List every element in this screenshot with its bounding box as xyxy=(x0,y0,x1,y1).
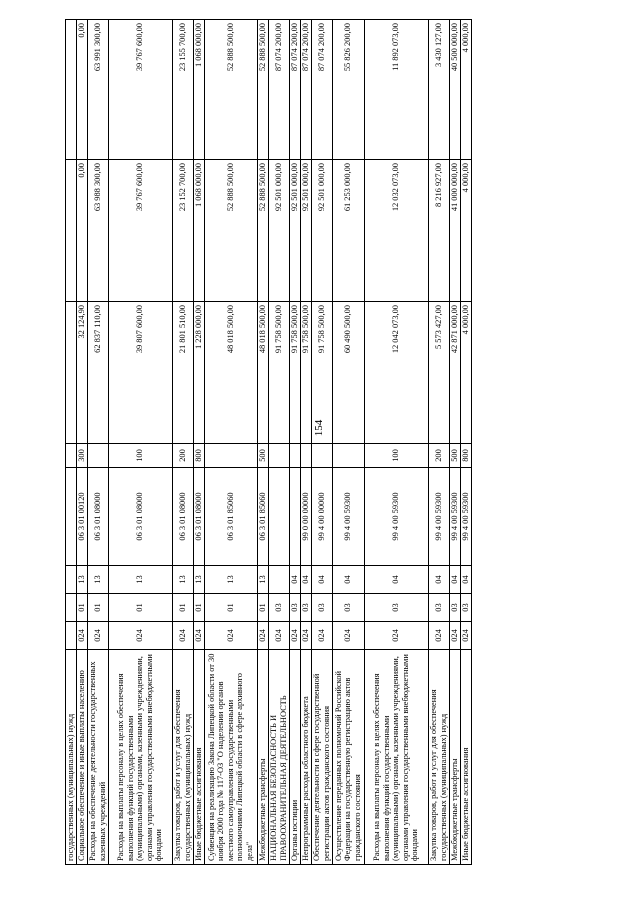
expense-type-cell xyxy=(204,444,257,468)
amount-year3-cell: 52 888 500,00 xyxy=(204,20,257,160)
amount-year2-cell: 52 888 500,00 xyxy=(257,160,268,302)
amount-year2-cell: 39 767 600,00 xyxy=(108,160,172,302)
amount-year3-cell: 87 074 200,00 xyxy=(300,20,311,160)
amount-year3-cell: 11 892 073,00 xyxy=(364,20,428,160)
amount-year2-cell: 92 501 000,00 xyxy=(300,160,311,302)
amount-year2-cell: 92 501 000,00 xyxy=(311,160,332,302)
expense-type-cell: 300 xyxy=(76,444,87,468)
expense-type-cell: 800 xyxy=(460,444,471,468)
subsection-code-cell: 04 xyxy=(289,566,300,594)
target-article-cell: 06 3 01 08000 xyxy=(172,468,193,566)
admin-code-cell: 024 xyxy=(108,622,172,650)
admin-code-cell: 024 xyxy=(428,622,449,650)
amount-year1-cell: 48 018 500,00 xyxy=(257,302,268,444)
amount-year3-cell xyxy=(66,20,77,160)
amount-year2-cell: 0,00 xyxy=(76,160,87,302)
section-code-cell: 03 xyxy=(289,594,300,622)
admin-code-cell: 024 xyxy=(289,622,300,650)
section-code-cell: 01 xyxy=(76,594,87,622)
admin-code-cell: 024 xyxy=(268,622,289,650)
section-code-cell: 03 xyxy=(460,594,471,622)
table-row xyxy=(311,20,332,865)
target-article-cell: 06 3 01 08000 xyxy=(193,468,204,566)
target-article-cell xyxy=(268,468,289,566)
expense-type-cell xyxy=(66,444,77,468)
target-article-cell: 99 4 00 59300 xyxy=(449,468,460,566)
row-name-cell: Расходы на выплаты персоналу в целях обеспечения выполнения функций государственными (муниципальными) органами, казенными учреждениями, органами управления государственными внебюджетными фондами xyxy=(108,650,172,865)
budget-table xyxy=(65,19,472,865)
row-name-cell: Расходы на выплаты персоналу в целях обеспечения выполнения функций государственными (муниципальными) органами, казенными учреждениями, органами управления государственными внебюджетными фондами xyxy=(364,650,428,865)
amount-year1-cell: 91 758 500,00 xyxy=(300,302,311,444)
amount-year1-cell: 1 228 000,00 xyxy=(193,302,204,444)
target-article-cell: 99 4 00 59300 xyxy=(460,468,471,566)
amount-year3-cell: 87 074 200,00 xyxy=(268,20,289,160)
amount-year1-cell: 32 124,90 xyxy=(76,302,87,444)
table-row xyxy=(204,20,257,865)
amount-year3-cell: 39 767 600,00 xyxy=(108,20,172,160)
admin-code-cell: 024 xyxy=(332,622,364,650)
amount-year2-cell: 1 068 000,00 xyxy=(193,160,204,302)
row-name-cell: Иные бюджетные ассигнования xyxy=(460,650,471,865)
target-article-cell xyxy=(289,468,300,566)
section-code-cell: 01 xyxy=(108,594,172,622)
amount-year3-cell: 55 826 200,00 xyxy=(332,20,364,160)
admin-code-cell: 024 xyxy=(449,622,460,650)
expense-type-cell: 200 xyxy=(428,444,449,468)
target-article-cell: 99 0 00 00000 xyxy=(300,468,311,566)
admin-code-cell: 024 xyxy=(364,622,428,650)
row-name-cell: Закупка товаров, работ и услуг для обеспечения государственных (муниципальных) нужд xyxy=(428,650,449,865)
target-article-cell: 06 3 01 08000 xyxy=(87,468,108,566)
amount-year2-cell: 12 032 073,00 xyxy=(364,160,428,302)
target-article-cell: 99 4 00 59300 xyxy=(428,468,449,566)
amount-year3-cell: 63 991 300,00 xyxy=(87,20,108,160)
table-row xyxy=(364,20,428,865)
expense-type-cell xyxy=(332,444,364,468)
amount-year2-cell: 61 253 000,00 xyxy=(332,160,364,302)
amount-year1-cell: 91 758 500,00 xyxy=(268,302,289,444)
row-name-cell: Социальное обеспечение и иные выплаты населению xyxy=(76,650,87,865)
admin-code-cell: 024 xyxy=(460,622,471,650)
subsection-code-cell: 13 xyxy=(76,566,87,594)
row-name-cell: Закупка товаров, работ и услуг для обеспечения государственных (муниципальных) нужд xyxy=(172,650,193,865)
admin-code-cell: 024 xyxy=(300,622,311,650)
admin-code-cell: 024 xyxy=(172,622,193,650)
target-article-cell: 06 3 01 00120 xyxy=(76,468,87,566)
amount-year1-cell: 39 807 600,00 xyxy=(108,302,172,444)
amount-year2-cell: 8 216 927,00 xyxy=(428,160,449,302)
subsection-code-cell: 04 xyxy=(428,566,449,594)
amount-year3-cell: 87 074 200,00 xyxy=(289,20,300,160)
target-article-cell: 06 3 01 85060 xyxy=(204,468,257,566)
expense-type-cell: 500 xyxy=(449,444,460,468)
table-row xyxy=(66,20,77,865)
section-code-cell: 03 xyxy=(449,594,460,622)
table-row xyxy=(289,20,300,865)
amount-year2-cell: 52 888 500,00 xyxy=(204,160,257,302)
amount-year1-cell: 48 018 500,00 xyxy=(204,302,257,444)
subsection-code-cell: 13 xyxy=(193,566,204,594)
row-name-cell: Иные бюджетные ассигнования xyxy=(193,650,204,865)
amount-year1-cell: 4 000,00 xyxy=(460,302,471,444)
row-name-cell: Межбюджетные трансферты xyxy=(257,650,268,865)
table-row xyxy=(257,20,268,865)
table-row xyxy=(332,20,364,865)
target-article-cell: 99 4 00 59300 xyxy=(364,468,428,566)
expense-type-cell xyxy=(300,444,311,468)
expense-type-cell: 800 xyxy=(193,444,204,468)
amount-year1-cell: 91 758 500,00 xyxy=(289,302,300,444)
target-article-cell: 99 4 00 59300 xyxy=(332,468,364,566)
admin-code-cell: 024 xyxy=(76,622,87,650)
amount-year2-cell: 92 501 000,00 xyxy=(268,160,289,302)
row-name-cell: Осуществление переданных полномочий Российской Федерации на государственную регистрацию актов гражданского состояния xyxy=(332,650,364,865)
subsection-code-cell: 13 xyxy=(108,566,172,594)
amount-year3-cell: 1 068 000,00 xyxy=(193,20,204,160)
subsection-code-cell: 04 xyxy=(332,566,364,594)
section-code-cell xyxy=(66,594,77,622)
row-name-cell: Непрограммные расходы областного бюджета xyxy=(300,650,311,865)
expense-type-cell: 500 xyxy=(257,444,268,468)
section-code-cell: 01 xyxy=(257,594,268,622)
subsection-code-cell: 04 xyxy=(364,566,428,594)
section-code-cell: 03 xyxy=(332,594,364,622)
table-row xyxy=(300,20,311,865)
section-code-cell: 01 xyxy=(193,594,204,622)
amount-year1-cell: 42 871 000,00 xyxy=(449,302,460,444)
expense-type-cell xyxy=(268,444,289,468)
row-name-cell: Органы юстиции xyxy=(289,650,300,865)
amount-year1-cell: 12 042 073,00 xyxy=(364,302,428,444)
expense-type-cell xyxy=(311,444,332,468)
amount-year1-cell xyxy=(66,302,77,444)
amount-year3-cell: 52 888 500,00 xyxy=(257,20,268,160)
table-row xyxy=(108,20,172,865)
expense-type-cell xyxy=(289,444,300,468)
target-article-cell: 99 4 00 00000 xyxy=(311,468,332,566)
table-body xyxy=(66,20,472,865)
row-name-cell: государственных (муниципальных) нужд xyxy=(66,650,77,865)
subsection-code-cell xyxy=(268,566,289,594)
amount-year2-cell: 4 000,00 xyxy=(460,160,471,302)
subsection-code-cell: 13 xyxy=(87,566,108,594)
section-code-cell: 01 xyxy=(204,594,257,622)
admin-code-cell xyxy=(66,622,77,650)
table-row xyxy=(449,20,460,865)
target-article-cell: 06 3 01 85060 xyxy=(257,468,268,566)
table-row xyxy=(76,20,87,865)
subsection-code-cell: 04 xyxy=(460,566,471,594)
subsection-code-cell: 13 xyxy=(172,566,193,594)
subsection-code-cell: 04 xyxy=(311,566,332,594)
table-row xyxy=(460,20,471,865)
subsection-code-cell xyxy=(66,566,77,594)
row-name-cell: НАЦИОНАЛЬНАЯ БЕЗОПАСНОСТЬ И ПРАВООХРАНИТЕЛЬНАЯ ДЕЯТЕЛЬНОСТЬ xyxy=(268,650,289,865)
table-row xyxy=(193,20,204,865)
amount-year3-cell: 23 155 700,00 xyxy=(172,20,193,160)
amount-year3-cell: 4 000,00 xyxy=(460,20,471,160)
amount-year1-cell: 62 837 110,00 xyxy=(87,302,108,444)
expense-type-cell: 100 xyxy=(364,444,428,468)
page-number: 154 xyxy=(313,419,325,437)
amount-year2-cell xyxy=(66,160,77,302)
amount-year2-cell: 92 501 000,00 xyxy=(289,160,300,302)
amount-year2-cell: 63 988 300,00 xyxy=(87,160,108,302)
table-row xyxy=(268,20,289,865)
amount-year2-cell: 23 152 700,00 xyxy=(172,160,193,302)
amount-year3-cell: 40 500 000,00 xyxy=(449,20,460,160)
amount-year1-cell: 5 573 427,00 xyxy=(428,302,449,444)
row-name-cell: Субвенция на реализацию Закона Липецкой области от 30 ноября 2000 года № 117-ОЗ "О наделении органов местного самоуправления государственными полномочиями Липецкой области в сфере архивного дела" xyxy=(204,650,257,865)
row-name-cell: Обеспечение деятельности в сфере государственной регистрации актов гражданского состояния xyxy=(311,650,332,865)
admin-code-cell: 024 xyxy=(87,622,108,650)
row-name-cell: Расходы на обеспечение деятельности государственных казенных учреждений xyxy=(87,650,108,865)
amount-year1-cell: 21 801 510,00 xyxy=(172,302,193,444)
section-code-cell: 03 xyxy=(364,594,428,622)
table-row xyxy=(172,20,193,865)
amount-year3-cell: 0,00 xyxy=(76,20,87,160)
section-code-cell: 03 xyxy=(311,594,332,622)
target-article-cell xyxy=(66,468,77,566)
section-code-cell: 03 xyxy=(300,594,311,622)
section-code-cell: 01 xyxy=(87,594,108,622)
amount-year2-cell: 41 000 000,00 xyxy=(449,160,460,302)
amount-year1-cell: 91 758 500,00 xyxy=(311,302,332,444)
target-article-cell: 06 3 01 08000 xyxy=(108,468,172,566)
expense-type-cell: 100 xyxy=(108,444,172,468)
expense-type-cell: 200 xyxy=(172,444,193,468)
subsection-code-cell: 04 xyxy=(300,566,311,594)
section-code-cell: 01 xyxy=(172,594,193,622)
section-code-cell: 03 xyxy=(268,594,289,622)
admin-code-cell: 024 xyxy=(193,622,204,650)
amount-year3-cell: 87 074 200,00 xyxy=(311,20,332,160)
subsection-code-cell: 13 xyxy=(204,566,257,594)
amount-year1-cell: 60 490 500,00 xyxy=(332,302,364,444)
admin-code-cell: 024 xyxy=(204,622,257,650)
budget-table-container xyxy=(65,20,590,865)
table-row xyxy=(87,20,108,865)
row-name-cell: Межбюджетные трансферты xyxy=(449,650,460,865)
section-code-cell: 03 xyxy=(428,594,449,622)
amount-year3-cell: 3 430 127,00 xyxy=(428,20,449,160)
subsection-code-cell: 04 xyxy=(449,566,460,594)
table-row xyxy=(428,20,449,865)
admin-code-cell: 024 xyxy=(257,622,268,650)
admin-code-cell: 024 xyxy=(311,622,332,650)
expense-type-cell xyxy=(87,444,108,468)
subsection-code-cell: 13 xyxy=(257,566,268,594)
